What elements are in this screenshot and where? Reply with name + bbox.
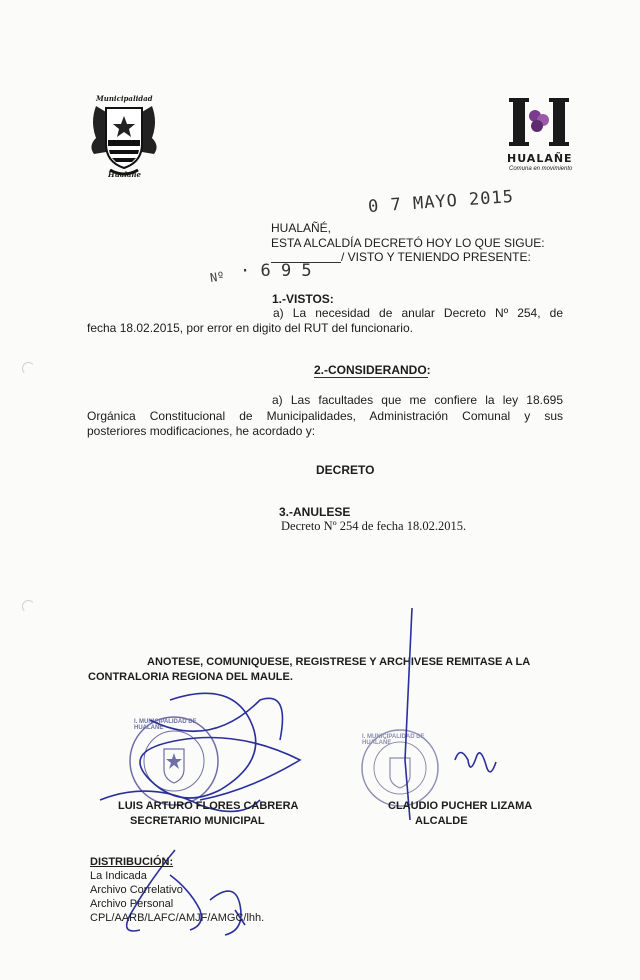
decree-number-prefix: Nº bbox=[209, 269, 226, 285]
vistos-line-1: a) La necesidad de anular Decreto Nº 254, de bbox=[273, 306, 563, 320]
anulese-heading: 3.-ANULESE bbox=[279, 505, 351, 519]
distribution-heading: DISTRIBUCIÓN: bbox=[90, 856, 174, 868]
right-signatory-name: CLAUDIO PUCHER LIZAMA bbox=[388, 800, 533, 812]
left-seal-label: I. MUNICIPALIDAD DE HUALAÑE bbox=[134, 719, 197, 731]
intro-line-1: ESTA ALCALDÍA DECRETÓ HOY LO QUE SIGUE: bbox=[271, 236, 545, 250]
distribution-item-1: La Indicada bbox=[90, 870, 147, 882]
distribution-item-4: CPL/AARB/LAFC/AMJF/AMGC/lhh. bbox=[90, 912, 265, 924]
considerando-line-2: Orgánica Constitucional de Municipalidades, Administración Comunal y sus bbox=[87, 409, 563, 423]
place-label: HUALAÑÉ, bbox=[271, 221, 332, 235]
punch-hole-top bbox=[22, 362, 35, 375]
closing-line-2: CONTRALORIA REGIONA DEL MAULE. bbox=[88, 671, 293, 683]
distribution-item-3: Archivo Personal bbox=[90, 898, 174, 910]
logo-tagline: Comuna en movimiento bbox=[509, 166, 573, 172]
closing-line-1: ANOTESE, COMUNIQUESE, REGISTRESE Y ARCHIVESE REMITASE A LA bbox=[147, 656, 531, 668]
anulese-text: Decreto Nº 254 de fecha 18.02.2015. bbox=[281, 519, 467, 533]
vistos-line-2: fecha 18.02.2015, por error en digito del RUT del funcionario. bbox=[87, 321, 413, 335]
crest-top-label: Municipalidad bbox=[96, 94, 153, 103]
decree-number: · 6 9 5 bbox=[240, 261, 312, 281]
vistos-heading: 1.-VISTOS: bbox=[272, 292, 334, 306]
considerando-line-1: a) Las facultades que me confiere la ley 18.695 bbox=[272, 393, 563, 407]
left-signatory-name: LUIS ARTURO FLORES CABRERA bbox=[118, 800, 299, 812]
left-signature-icon bbox=[100, 693, 300, 811]
right-signatory-title: ALCALDE bbox=[415, 815, 468, 827]
logo-name: HUALAÑE bbox=[507, 152, 573, 165]
decreto-heading: DECRETO bbox=[316, 463, 375, 477]
date-stamp: 0 7 MAYO 2015 bbox=[367, 186, 515, 218]
punch-hole-bottom bbox=[22, 600, 35, 613]
distribution-item-2: Archivo Correlativo bbox=[90, 884, 183, 896]
left-signatory-title: SECRETARIO MUNICIPAL bbox=[130, 815, 265, 827]
intro-line-2: / VISTO Y TENIENDO PRESENTE: bbox=[341, 250, 531, 264]
right-signature-icon bbox=[405, 608, 496, 820]
crest-bottom-label: Hualañe bbox=[108, 170, 141, 179]
right-seal-label: I. MUNICIPALIDAD DE HUALAÑE bbox=[362, 734, 425, 746]
considerando-line-3: posteriores modificaciones, he acordado y: bbox=[87, 424, 316, 438]
considerando-heading: 2.-CONSIDERANDO: bbox=[314, 363, 431, 377]
